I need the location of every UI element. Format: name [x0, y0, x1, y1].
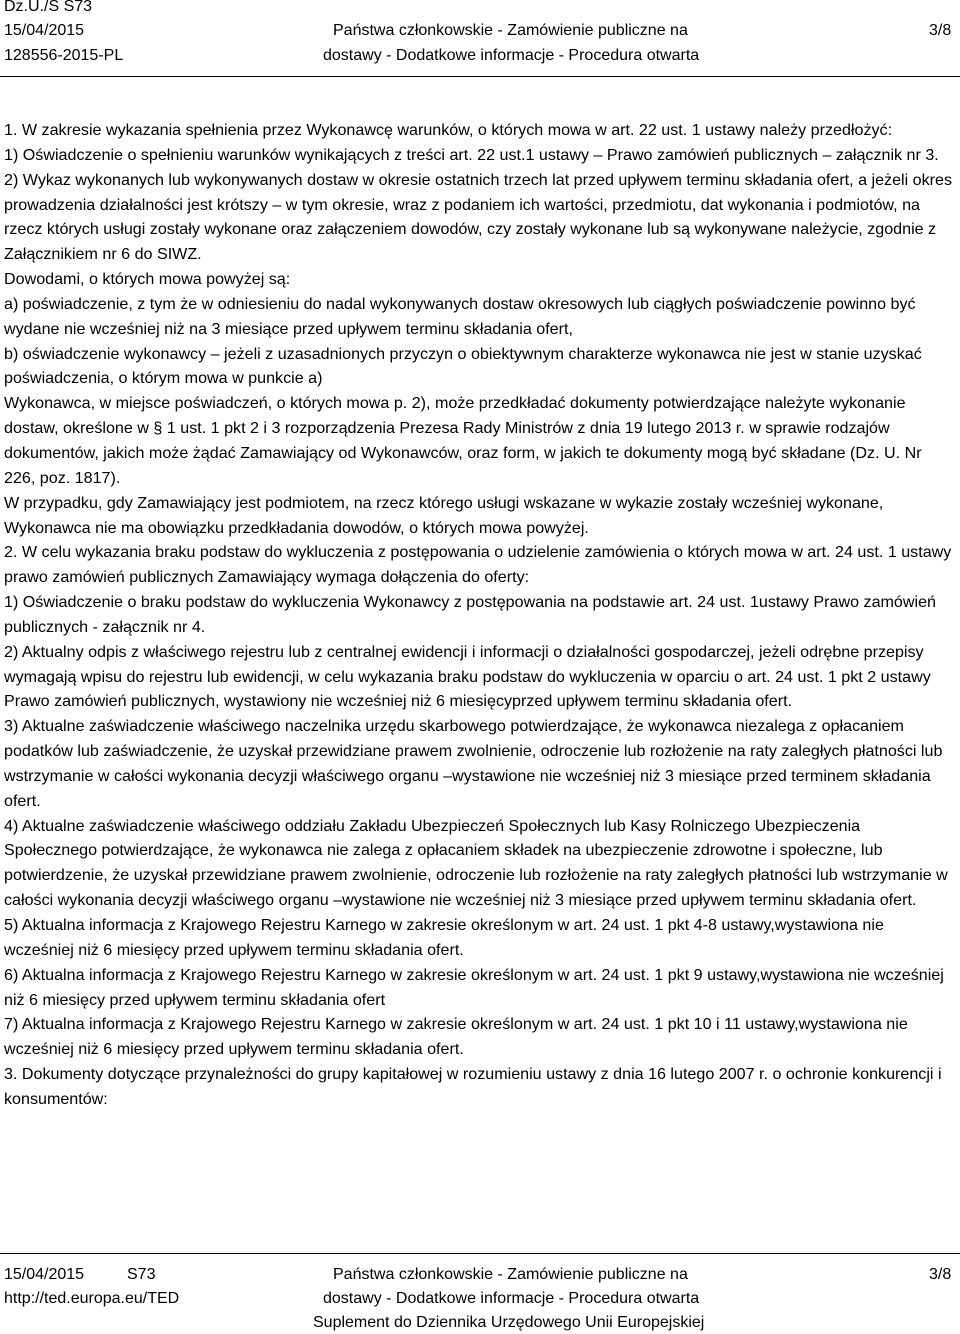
document-id: 128556-2015-PL: [4, 47, 124, 64]
footer-supplement: Suplement do Dziennika Urzędowego Unii Europejskiej: [313, 1314, 705, 1331]
paragraph: W przypadku, gdy Zamawiający jest podmiotem, na rzecz którego usługi wskazane w wykazie zostały wcześniej wykonane, Wykonawca nie ma obowiązku przedkładania dowodów, o których mowa powyżej.: [4, 493, 884, 537]
footer-date: 15/04/2015: [4, 1266, 85, 1283]
header-page-number: 3/8: [929, 22, 952, 39]
footer-series: S73: [127, 1266, 156, 1283]
header-title-line1: Państwa członkowskie - Zamówienie publiczne na: [333, 22, 688, 39]
paragraph: 2) Aktualny odpis z właściwego rejestru lub z centralnej ewidencji i informacji o działalności gospodarczej, jeżeli odrębne przepisy wymagają wpisu do rejestru lub ewidencji, w celu wykazania braku podstaw do wykluczenia w oparciu o art. 24 ust. 1 pkt 2 ustawy Prawo zamówień publicznych, wystawiony nie wcześniej niż 6 miesięcyprzed upływem terminu składania ofert.: [4, 642, 931, 711]
paragraph: 6) Aktualna informacja z Krajowego Rejestru Karnego w zakresie określonym w art. 24 ust. 1 pkt 9 ustawy,wystawiona nie wcześniej niż 6 miesięcy przed upływem terminu składania ofert: [4, 965, 944, 1009]
paragraph: b) oświadczenie wykonawcy – jeżeli z uzasadnionych przyczyn o obiektywnym charakterze wykonawca nie jest w stanie uzyskać poświadczenia, o którym mowa w punkcie a): [4, 344, 922, 388]
paragraph: 3. Dokumenty dotyczące przynależności do grupy kapitałowej w rozumieniu ustawy z dnia 16 lutego 2007 r. o ochronie konkurencji i konsumentów:: [4, 1065, 942, 1108]
journal-ref: Dz.U./S S73: [4, 0, 93, 15]
paragraph: 1. W zakresie wykazania spełnienia przez Wykonawcę warunków, o których mowa w art. 22 ust. 1 ustawy należy przedłożyć:: [4, 121, 893, 139]
footer-title-line2: dostawy - Dodatkowe informacje - Procedura otwarta: [323, 1290, 700, 1307]
paragraph: 1) Oświadczenie o spełnieniu warunków wynikających z treści art. 22 ust.1 ustawy – Prawo zamówień publicznych – załącznik nr 3.: [4, 145, 939, 164]
paragraph: 3) Aktualne zaświadczenie właściwego naczelnika urzędu skarbowego potwierdzające, że wykonawca niezalega z opłacaniem podatków lub zaświadczenie, że uzyskał przewidziane prawem zwolnienie, odroczenie lub rozłożenie na raty zaległych płatności lub wstrzymanie w całości wykonania decyzji właściwego organu –wystawione nie wcześniej niż 3 miesiące przed terminem składania ofert.: [4, 717, 943, 810]
paragraph: 5) Aktualna informacja z Krajowego Rejestru Karnego w zakresie określonym w art. 24 ust. 1 pkt 4-8 ustawy,wystawiona nie wcześniej niż 6 miesięcy przed upływem terminu składania ofert.: [4, 916, 884, 959]
paragraph: 7) Aktualna informacja z Krajowego Rejestru Karnego w zakresie określonym w art. 24 ust. 1 pkt 10 i 11 ustawy,wystawiona nie wcześniej niż 6 miesięcy przed upływem terminu składania ofert.: [4, 1015, 908, 1059]
paragraph: Dowodami, o których mowa powyżej są:: [4, 270, 291, 289]
header-divider: [0, 76, 960, 77]
footer-title-line1: Państwa członkowskie - Zamówienie publiczne na: [333, 1266, 688, 1283]
paragraph: 1) Oświadczenie o braku podstaw do wykluczenia Wykonawcy z postępowania na podstawie art. 24 ust. 1ustawy Prawo zamówień publicznych - załącznik nr 4.: [4, 593, 936, 636]
paragraph: 2) Wykaz wykonanych lub wykonywanych dostaw w okresie ostatnich trzech lat przed upływem terminu składania ofert, a jeżeli okres prowadzenia działalności jest krótszy – w tym okresie, wraz z podaniem ich wartości, przedmiotu, dat wykonania i podmiotów, na rzecz których usługi zostały wykonane oraz załączeniem dowodów, czy zostały wykonane lub są wykonywane należycie, zgodnie z Załącznikiem nr 6 do SIWZ.: [4, 170, 953, 264]
paragraph: Wykonawca, w miejsce poświadczeń, o których mowa p. 2), może przedkładać dokumenty potwierdzające należyte wykonanie dostaw, określone w § 1 ust. 1 pkt 2 i 3 rozporządzenia Prezesa Rady Ministrów z dnia 19 lutego 2013 r. w sprawie rodzajów dokumentów, jakich może żądać Zamawiający od Wykonawców, oraz form, w jakich te dokumenty mogą być składane (Dz. U. Nr 226, poz. 1817).: [4, 394, 922, 487]
paragraph: 2. W celu wykazania braku podstaw do wykluczenia z postępowania o udzielenie zamówienia o których mowa w art. 24 ust. 1 ustawy prawo zamówień publicznych Zamawiający wymaga dołączenia do oferty:: [4, 543, 952, 587]
header-title-line2: dostawy - Dodatkowe informacje - Procedura otwarta: [323, 47, 700, 64]
paragraph: 4) Aktualne zaświadczenie właściwego oddziału Zakładu Ubezpieczeń Społecznych lub Kasy Rolniczego Ubezpieczenia Społecznego potwierdzające, że wykonawca nie zalega z opłacaniem składek na ubezpieczenie zdrowotne i społeczne, lub potwierdzenie, że uzyskał przewidziane prawem zwolnienie, odroczenie lub rozłożenie na raty zaległych płatności lub wstrzymanie w całości wykonania decyzji właściwego organu –wystawione nie wcześniej niż 3 miesiące przed upływem terminu składania ofert.: [4, 816, 948, 910]
footer-url[interactable]: http://ted.europa.eu/TED: [4, 1290, 180, 1307]
header-date: 15/04/2015: [4, 22, 85, 39]
footer-page-number: 3/8: [929, 1266, 952, 1283]
paragraph: a) poświadczenie, z tym że w odniesieniu do nadal wykonywanych dostaw okresowych lub ciągłych poświadczenie powinno być wydane nie wcześniej niż na 3 miesiące przed upływem terminu składania ofert,: [4, 294, 916, 338]
document-body: [4, 118, 956, 1112]
footer-divider: [0, 1253, 960, 1254]
